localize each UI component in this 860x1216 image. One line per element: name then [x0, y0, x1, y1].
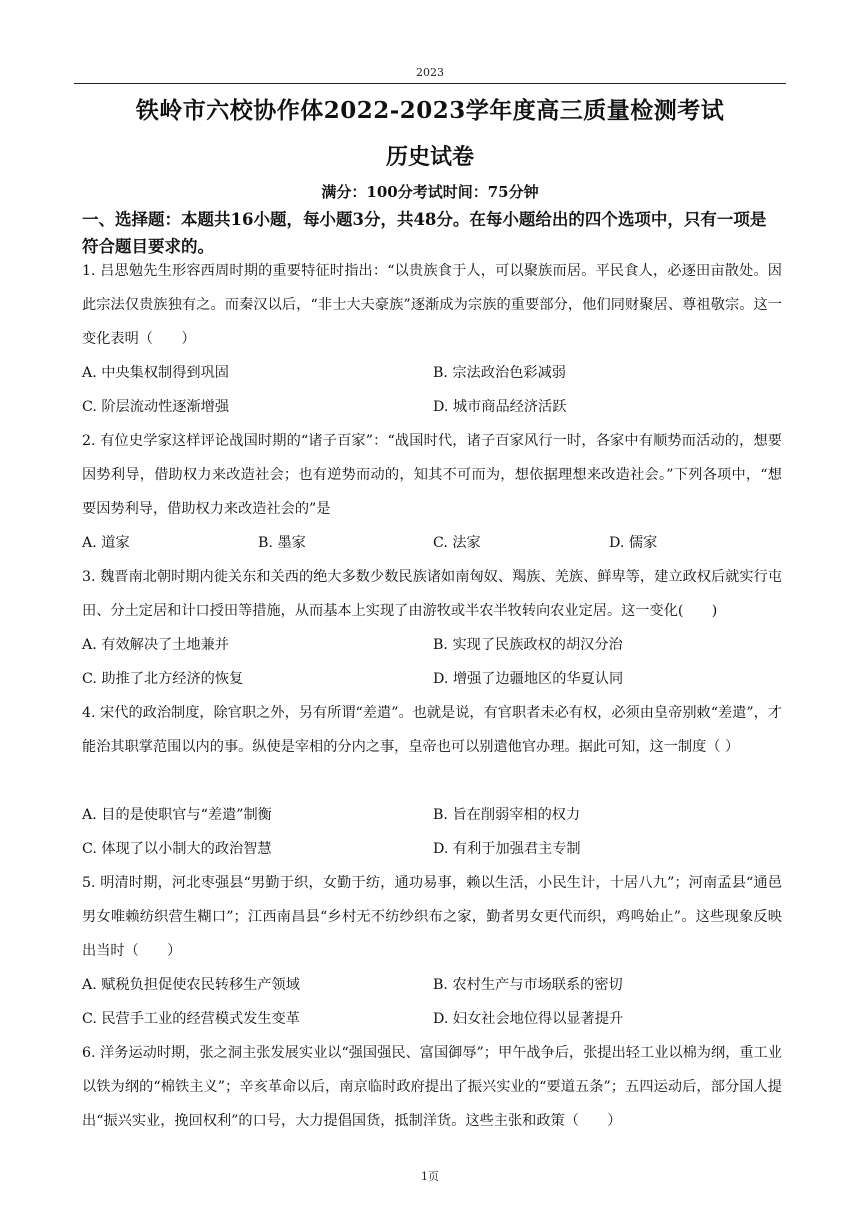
question-5-option-a: A. 赋税负担促使农民转移生产领域: [82, 977, 300, 993]
question-3-stem: 3. 魏晋南北朝时期内徙关东和关西的绝大多数少数民族诸如南匈奴、羯族、羌族、鲜卑等，建立政权后就实行屯田、分土定居和计口授田等措施，从而基本上实现了由游牧或半农半牧转向农业定居。这一变化( ): [82, 569, 782, 619]
question-1-options-row-1: [82, 356, 782, 390]
question-4-option-b: B. 旨在削弱宰相的权力: [433, 807, 581, 823]
question-4-options-row-1: [82, 798, 782, 832]
question-2-stem: 2. 有位史学家这样评论战国时期的“诸子百家”：“战国时代，诸子百家风行一时，各家中有顺势而活动的，想要因势利导，借助权力来改造社会；也有逆势而动的，知其不可而为，想依据理想来改造社会。”下列各项中，“想要因势利导，借助权力来改造社会的”是: [82, 433, 782, 517]
exam-title: 铁岭市六校协作体2022-2023学年度高三质量检测考试: [135, 97, 725, 124]
exam-info: 满分：100分考试时间：75分钟: [321, 183, 539, 201]
section-title: 一、选择题：本题共16小题，每小题3分，共48分。在每小题给出的四个选项中，只有一项是符合题目要求的。: [82, 210, 767, 256]
question-3-options-row-2: [82, 662, 782, 696]
question-4-option-a: A. 目的是使职官与“差遣”制衡: [82, 807, 272, 823]
question-4-option-d: D. 有利于加强君主专制: [433, 841, 581, 857]
question-5-stem: 5. 明清时期，河北枣强县“男勤于织，女勤于纺，通功易事，赖以生活，小民生计，十居八九”；河南孟县“通邑男女唯赖纺织营生糊口”；江西南昌县“乡村无不纺纱织布之家，勤者男女更代而织，鸡鸣始止”。这些现象反映出当时（ ）: [82, 875, 782, 959]
question-2-options-row: [82, 526, 782, 560]
question-5-option-b: B. 农村生产与市场联系的密切: [433, 977, 623, 993]
question-5-option-c: C. 民营手工业的经营模式发生变革: [82, 1011, 300, 1027]
question-3-option-c: C. 助推了北方经济的恢复: [82, 671, 244, 687]
question-2-option-a: A. 道家: [82, 535, 130, 551]
question-3-option-a: A. 有效解决了土地兼并: [82, 637, 229, 653]
exam-subtitle: 历史试卷: [385, 144, 474, 170]
header-rule: [74, 83, 786, 84]
question-4-stem: 4. 宋代的政治制度，除官职之外，另有所谓“差遣”。也就是说，有官职者未必有权，必须由皇帝别敕“差遣”，才能治其职掌范围以内的事。纵使是宰相的分内之事，皇帝也可以别遣他官办理。据此可知，这一制度（ ）: [82, 705, 782, 755]
question-1-option-c: C. 阶层流动性逐渐增强: [82, 399, 230, 415]
header-year: 2023: [416, 66, 444, 79]
question-1-option-a: A. 中央集权制得到巩固: [82, 365, 229, 381]
question-5-options-row-1: [82, 968, 782, 1002]
question-4-options-row-2: [82, 832, 782, 866]
question-1-options-row-2: [82, 390, 782, 424]
question-2-option-d: D. 儒家: [609, 535, 658, 551]
question-1-option-b: B. 宗法政治色彩减弱: [433, 365, 566, 381]
question-3-option-b: B. 实现了民族政权的胡汉分治: [433, 637, 623, 653]
question-5-option-d: D. 妇女社会地位得以显著提升: [433, 1011, 624, 1027]
question-4-option-c: C. 体现了以小制大的政治智慧: [82, 841, 272, 857]
question-1-option-d: D. 城市商品经济活跃: [433, 399, 567, 415]
question-2-option-b: B. 墨家: [258, 535, 306, 551]
question-1-stem: 1. 吕思勉先生形容西周时期的重要特征时指出：“以贵族食于人，可以聚族而居。平民食人，必逐田亩散处。因此宗法仅贵族独有之。而秦汉以后，“非士大夫豪族”逐渐成为宗族的重要部分，他们同财聚居、尊祖敬宗。这一变化表明（ ）: [82, 263, 782, 347]
question-3-options-row-1: [82, 628, 782, 662]
question-3-option-d: D. 增强了边疆地区的华夏认同: [433, 671, 624, 687]
question-2-option-c: C. 法家: [433, 535, 481, 551]
page-number: 1页: [421, 1170, 439, 1183]
question-5-options-row-2: [82, 1002, 782, 1036]
question-6-stem: 6. 洋务运动时期，张之洞主张发展实业以“强国强民、富国御辱”；甲午战争后，张提出轻工业以棉为纲，重工业以铁为纲的“棉铁主义”；辛亥革命以后，南京临时政府提出了振兴实业的“要道五条”；五四运动后，部分国人提出“振兴实业，挽回权利”的口号，大力提倡国货，抵制洋货。这些主张和政策（ ）: [82, 1045, 782, 1129]
